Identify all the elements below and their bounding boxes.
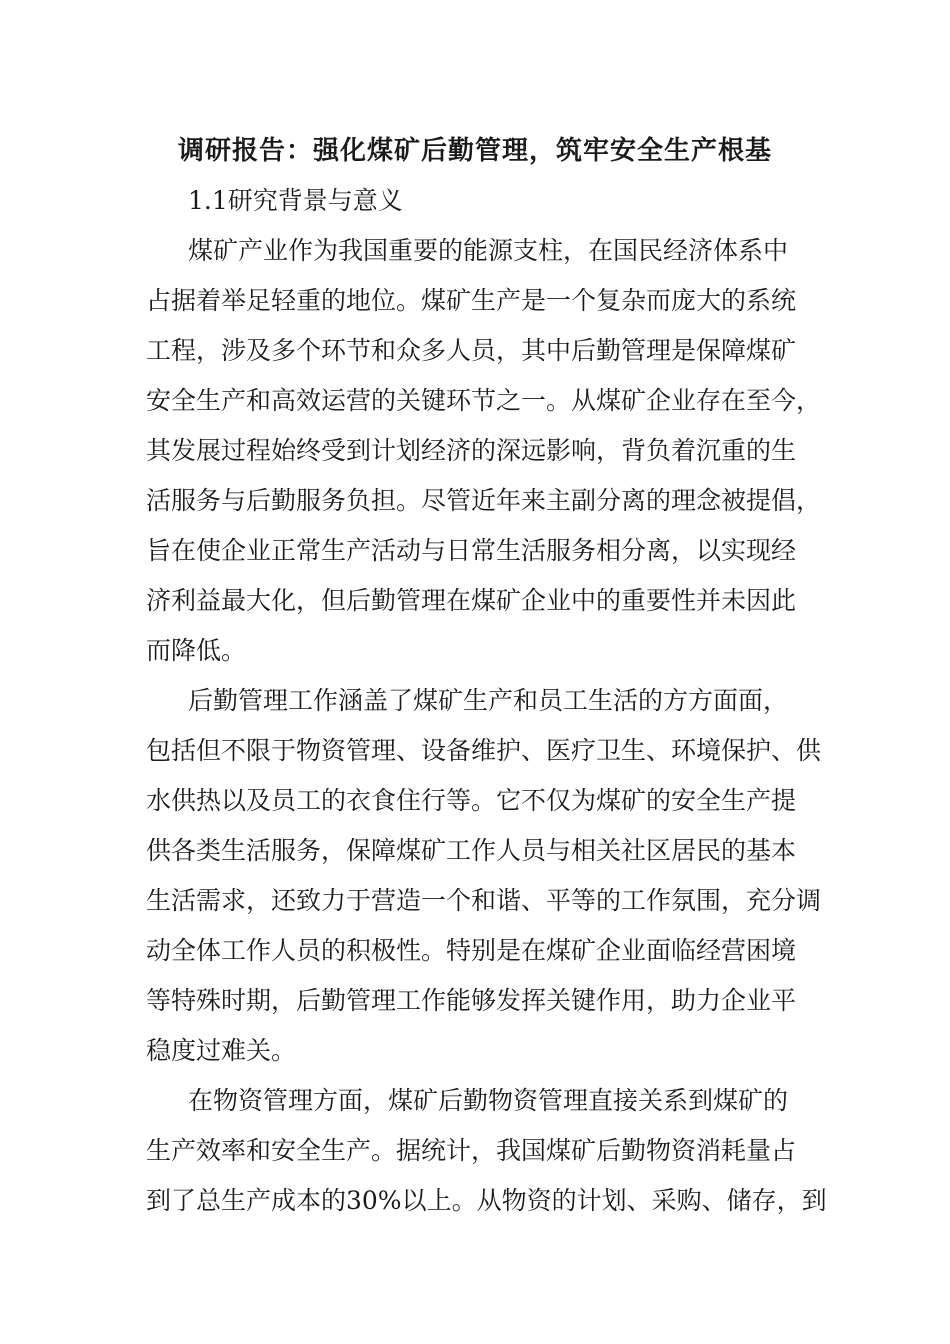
paragraph-1-line: 旨在使企业正常生产活动与日常生活服务相分离，以实现经 (146, 536, 797, 565)
section-heading: 1.1研究背景与意义 (188, 186, 403, 215)
paragraph-2-line: 稳度过难关。 (146, 1036, 297, 1065)
paragraph-2-line: 后勤管理工作涵盖了煤矿生产和员工生活的方方面面， (188, 686, 789, 715)
paragraph-1-line: 其发展过程始终受到计划经济的深远影响，背负着沉重的生 (146, 436, 797, 465)
paragraph-1-line: 煤矿产业作为我国重要的能源支柱，在国民经济体系中 (188, 236, 789, 265)
paragraph-1-line: 工程，涉及多个环节和众多人员，其中后勤管理是保障煤矿 (146, 336, 797, 365)
paragraph-3-line: 生产效率和安全生产。据统计，我国煤矿后勤物资消耗量占 (146, 1136, 797, 1165)
paragraph-1-line: 安全生产和高效运营的关键环节之一。从煤矿企业存在至今， (146, 386, 822, 415)
paragraph-3-line: 到了总生产成本的30%以上。从物资的计划、采购、储存，到 (146, 1186, 827, 1215)
paragraph-2-line: 水供热以及员工的衣食住行等。它不仅为煤矿的安全生产提 (146, 786, 797, 815)
paragraph-1-line: 济利益最大化，但后勤管理在煤矿企业中的重要性并未因此 (146, 586, 797, 615)
paragraph-3-line: 在物资管理方面，煤矿后勤物资管理直接关系到煤矿的 (188, 1086, 789, 1115)
paragraph-2-line: 供各类生活服务，保障煤矿工作人员与相关社区居民的基本 (146, 836, 797, 865)
paragraph-2-line: 生活需求，还致力于营造一个和谐、平等的工作氛围，充分调 (146, 886, 822, 915)
paragraph-2-line: 等特殊时期，后勤管理工作能够发挥关键作用，助力企业平 (146, 986, 797, 1015)
paragraph-1-line: 活服务与后勤服务负担。尽管近年来主副分离的理念被提倡， (146, 486, 822, 515)
document-title: 调研报告：强化煤矿后勤管理，筑牢安全生产根基 (177, 136, 772, 166)
paragraph-2-line: 动全体工作人员的积极性。特别是在煤矿企业面临经营困境 (146, 936, 797, 965)
paragraph-1-line: 占据着举足轻重的地位。煤矿生产是一个复杂而庞大的系统 (146, 286, 797, 315)
paragraph-1-line: 而降低。 (146, 636, 247, 665)
paragraph-2-line: 包括但不限于物资管理、设备维护、医疗卫生、环境保护、供 (146, 736, 822, 765)
